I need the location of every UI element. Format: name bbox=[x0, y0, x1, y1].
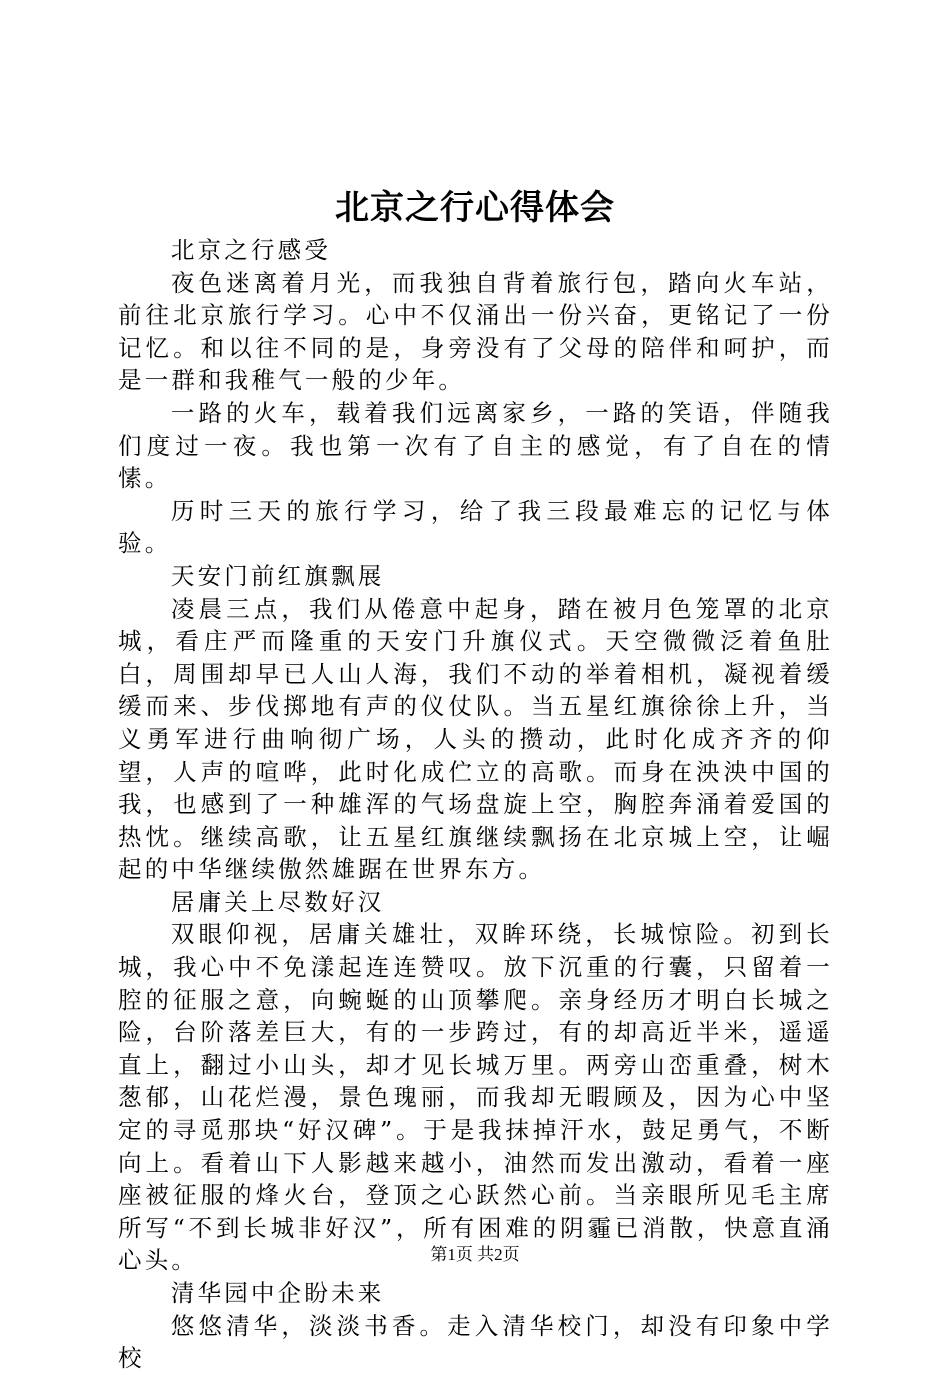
paragraph: 双眼仰视，居庸关雄壮，双眸环绕，长城惊险。初到长城，我心中不免漾起连连赞叹。放下沉重的行囊，只留着一腔的征服之意，向蜿蜒的山顶攀爬。亲身经历才明白长城之险，台阶落差巨大，有的一步跨过，有的却高近半米，遥遥直上，翻过小山头，却才见长城万里。两旁山峦重叠，树木葱郁，山花烂漫，景色瑰丽，而我却无暇顾及，因为心中坚定的寻觅那块“好汉碑”。于是我抹掉汗水，鼓足勇气，不断向上。看着山下人影越来越小，油然而发出激动，看着一座座被征服的烽火台，登顶之心跃然心前。当亲眼所见毛主席所写“不到长城非好汉”，所有困难的阴霾已消散，快意直涌心头。 bbox=[118, 920, 833, 1275]
section-heading: 天安门前红旗飘展 bbox=[170, 561, 385, 590]
page-footer: 第1页 共2页 bbox=[430, 1245, 520, 1264]
paragraph: 一路的火车，载着我们远离家乡，一路的笑语，伴随我们度过一夜。我也第一次有了自主的感觉，有了自在的情愫。 bbox=[118, 398, 833, 493]
paragraph: 夜色迷离着月光，而我独自背着旅行包，踏向火车站，前往北京旅行学习。心中不仅涌出一份兴奋，更铭记了一份记忆。和以往不同的是，身旁没有了父母的陪伴和呵护，而是一群和我稚气一般的少年。 bbox=[118, 268, 833, 395]
paragraph: 历时三天的旅行学习，给了我三段最难忘的记忆与体验。 bbox=[118, 496, 833, 558]
document-title: 北京之行心得体会 bbox=[335, 188, 615, 228]
section-heading: 居庸关上尽数好汉 bbox=[170, 887, 385, 916]
document-body bbox=[118, 234, 833, 1375]
paragraph: 悠悠清华，淡淡书香。走入清华校门，却没有印象中学校 bbox=[118, 1311, 833, 1373]
section-heading: 北京之行感受 bbox=[170, 236, 332, 264]
paragraph: 凌晨三点，我们从倦意中起身，踏在被月色笼罩的北京城，看庄严而隆重的天安门升旗仪式。天空微微泛着鱼肚白，周围却早已人山人海，我们不动的举着相机，凝视着缓缓而来、步伐掷地有声的仪仗队。当五星红旗徐徐上升，当义勇军进行曲响彻广场，人头的攒动，此时化成齐齐的仰望，人声的喧哗，此时化成伫立的高歌。而身在泱泱中国的我，也感到了一种雄浑的气场盘旋上空，胸腔奔涌着爱国的热忱。继续高歌，让五星红旗继续飘扬在北京城上空，让崛起的中华继续傲然雄踞在世界东方。 bbox=[118, 594, 833, 884]
section-heading: 清华园中企盼未来 bbox=[170, 1279, 385, 1307]
